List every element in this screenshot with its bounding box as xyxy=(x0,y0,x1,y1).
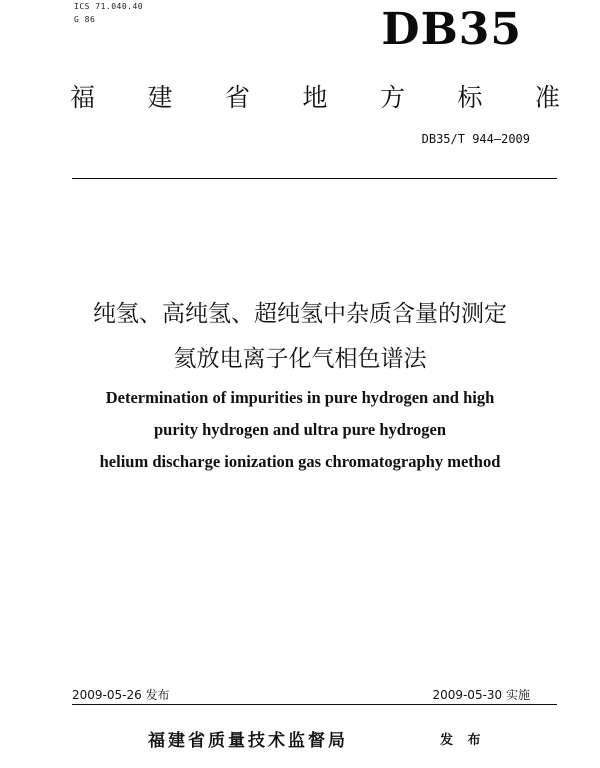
title-chinese-line-2: 氦放电离子化气相色谱法 xyxy=(173,346,427,372)
standard-logo: DB35 xyxy=(381,4,522,55)
standard-type-char: 准 xyxy=(534,83,560,112)
ccs-code: G 86 xyxy=(74,15,96,24)
standard-number: DB35/T 944—2009 xyxy=(421,132,530,146)
title-english-line-2: purity hydrogen and ultra pure hydrogen xyxy=(153,420,447,439)
standard-type-char: 建 xyxy=(147,83,173,112)
title-english-line-1: Determination of impurities in pure hydrogen and high xyxy=(105,388,495,407)
issue-date: 2009-05-26 发布 xyxy=(72,688,170,702)
standard-type-heading xyxy=(70,82,560,114)
issuing-authority: 福建省质量技术监督局 xyxy=(148,731,348,751)
title-english-line-3: helium discharge ionization gas chromatography method xyxy=(99,452,501,471)
implementation-date: 2009-05-30 实施 xyxy=(432,688,530,702)
standard-type-char: 省 xyxy=(224,83,250,112)
title-chinese-line-1: 纯氢、高纯氢、超纯氢中杂质含量的测定 xyxy=(93,301,507,327)
footer-divider xyxy=(72,704,557,705)
standard-type-char: 地 xyxy=(302,83,328,112)
header-divider xyxy=(72,178,557,179)
standard-type-char: 方 xyxy=(379,83,405,112)
standard-type-char: 标 xyxy=(457,83,483,112)
standard-type-char: 福 xyxy=(70,83,96,112)
ics-code: ICS 71.040.40 xyxy=(74,2,144,11)
issued-label: 发 布 xyxy=(440,733,486,748)
